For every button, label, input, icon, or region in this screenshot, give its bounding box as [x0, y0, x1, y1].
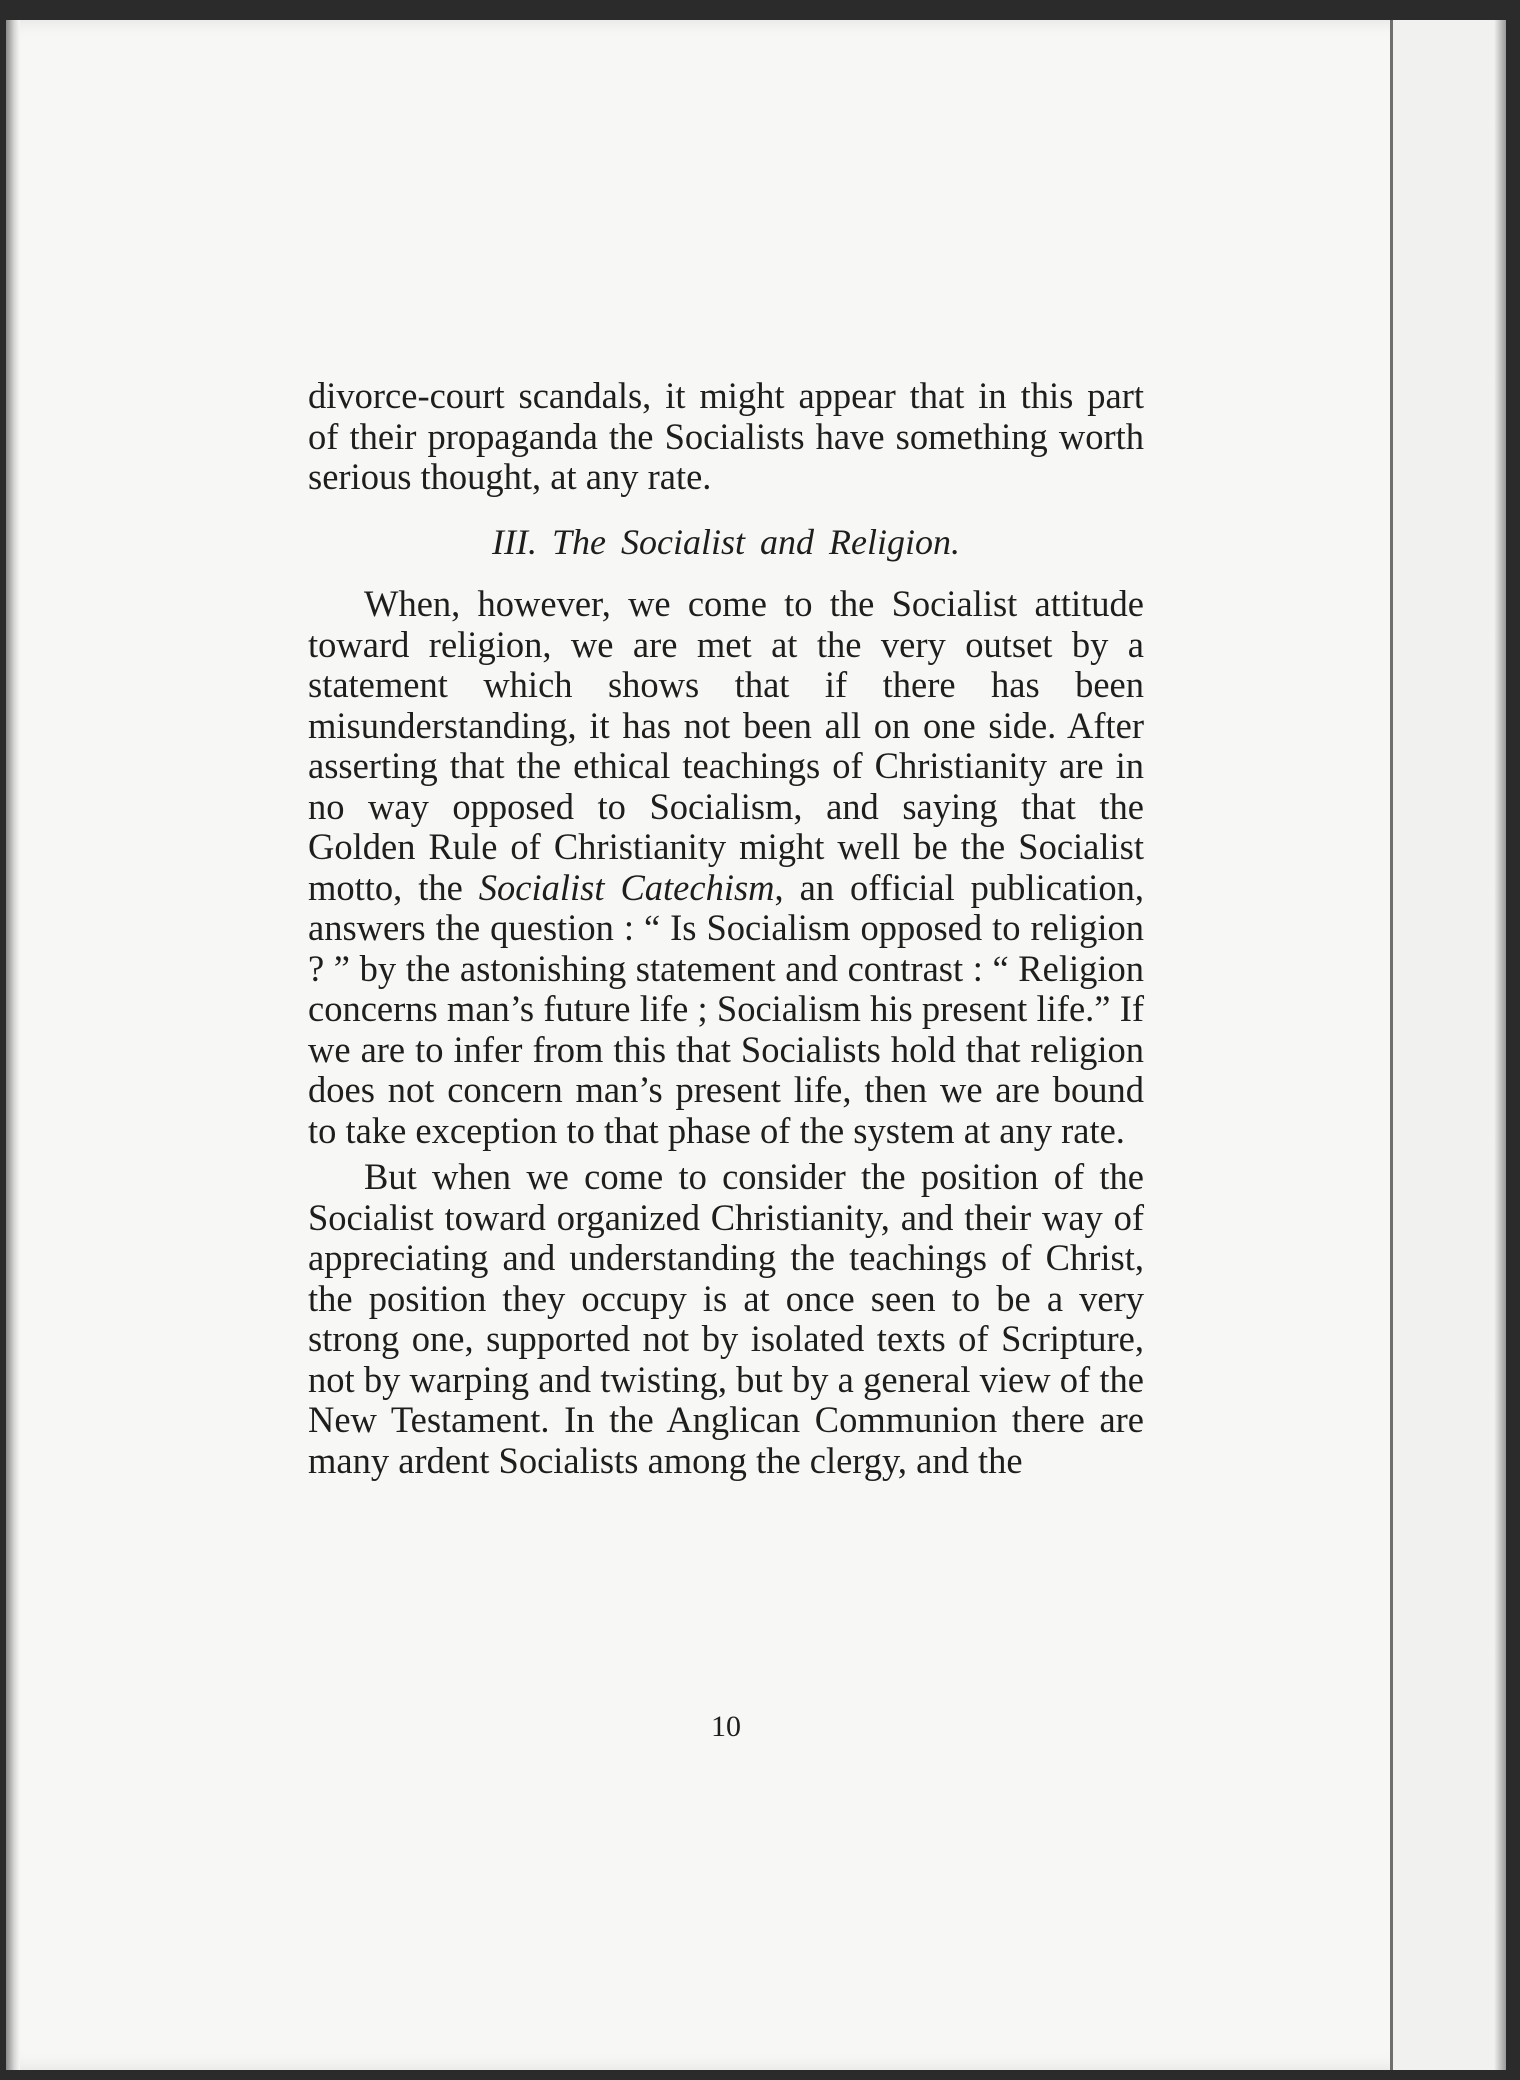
paragraph-text-part-1: When, however, we come to the Socialist attitude toward religion, we are met at the very outset by a statement which shows that if there has been misunderstanding, it has not been all on one side. After asserting that the ethical teachings of Christianity are in no way opposed to Socialism, and saying that the Golden Rule of Christianity might well be the Socialist motto, the	[308, 583, 1144, 908]
paragraph-continued: divorce-court scandals, it might appear that in this part of their propaganda the Socialists have something worth serious thought, at any rate.	[308, 375, 1144, 497]
section-heading: III. The Socialist and Religion.	[492, 521, 960, 562]
paragraph-text-part-2: , an official publication, answers the question : “ Is Socialism opposed to religion ? ” by the astonishing statement and contrast : “ Religion concerns man’s future life ; Socialism his present life.” If we are to infer from this that Socialists hold that religion does not concern man’s present life, then we are bound to take exception to that phase of the system at any rate.	[308, 866, 1145, 1151]
next-page-strip	[1393, 20, 1506, 2070]
book-page	[6, 20, 1506, 2070]
page-right-edge	[1494, 20, 1506, 2070]
page-number: 10	[711, 1710, 741, 1743]
page-gutter-shadow	[6, 20, 20, 2070]
paragraph-religion-attitude	[308, 584, 1144, 1151]
book-title-italic: Socialist Catechism	[478, 866, 775, 908]
paragraph-organized-christianity: But when we come to consider the position of the Socialist toward organized Christianity, and their way of appreciating and understanding the teachings of Christ, the position they occupy is at once seen to be a very strong one, supported not by isolated texts of Scripture, not by warping and twisting, but by a general view of the New Testament. In the Anglican Communion there are many ardent Socialists among the clergy, and the	[308, 1156, 1144, 1481]
body-text	[308, 376, 1144, 1481]
